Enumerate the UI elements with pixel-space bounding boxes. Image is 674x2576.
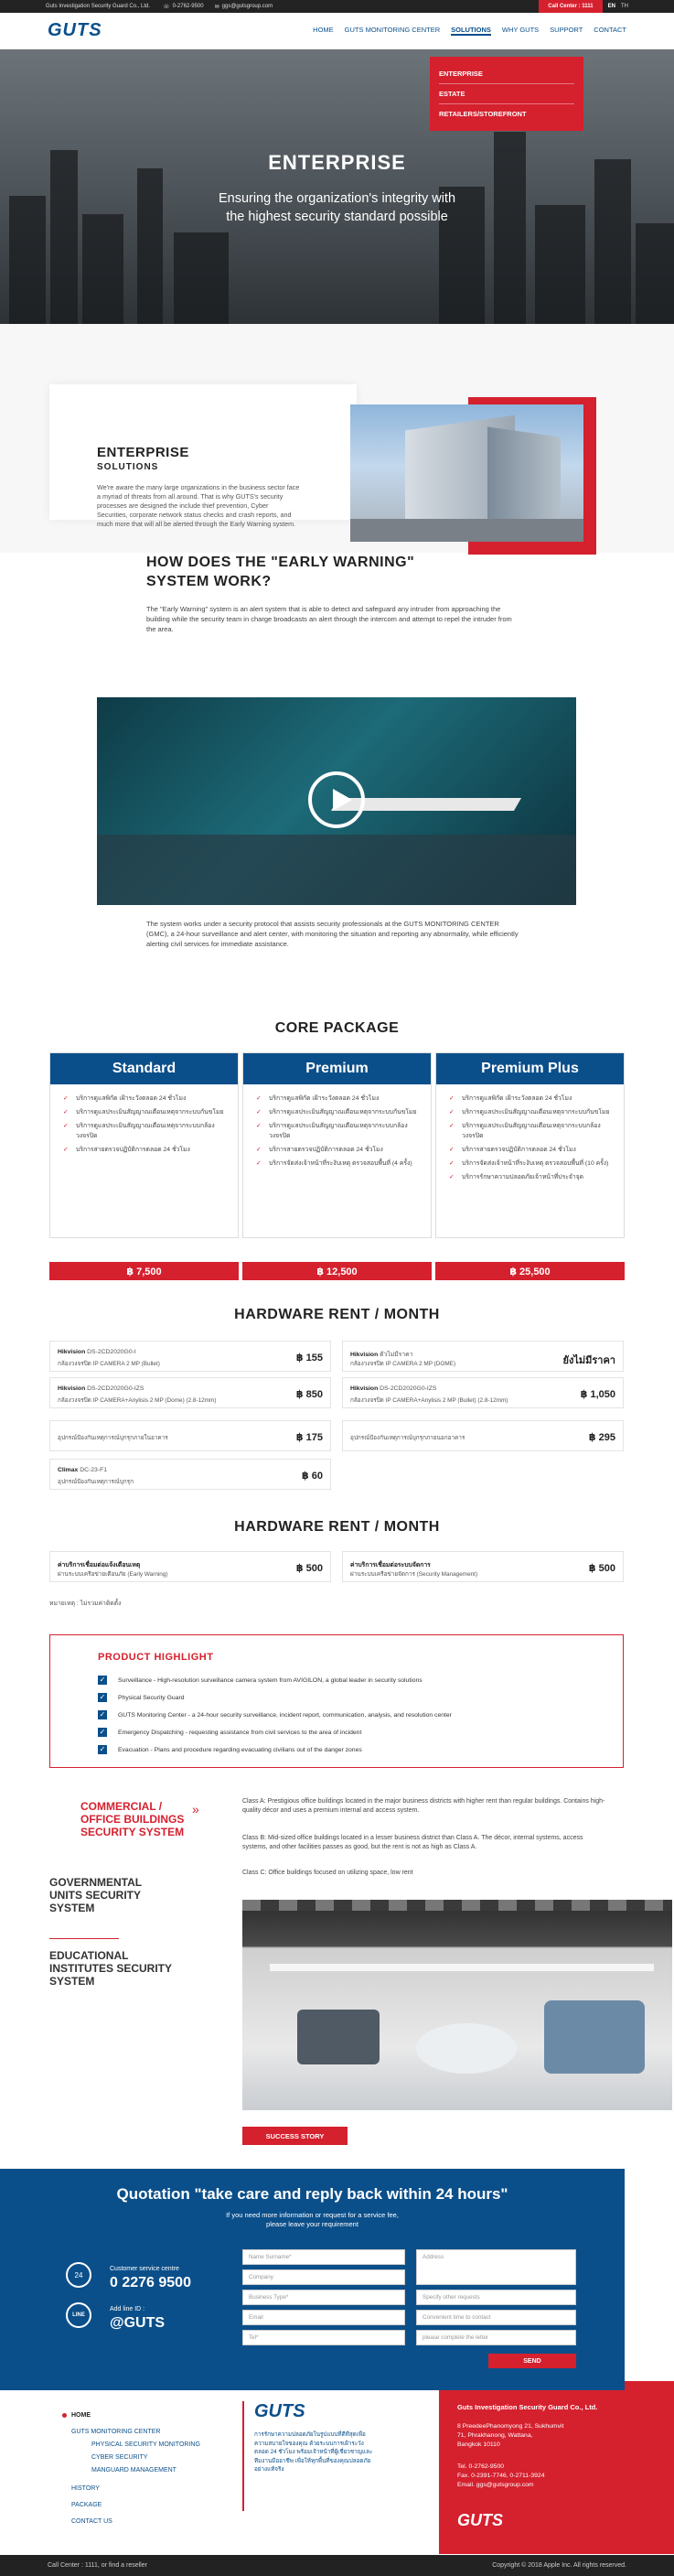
hardware-row: Climax DC-23-F1 อุปกรณ์ป้องกันเหตุการณ์บุกรุก ฿ 60 [49, 1459, 331, 1490]
other-requests-field[interactable]: Specify other requests [416, 2290, 576, 2305]
hardware-note: หมายเหตุ : ไม่รวมค่าติดตั้ง [49, 1601, 122, 1607]
enterprise-body: We're aware the many large organizations in the business sector face a myriad of threats from all around. That is why GUTS's security processes are designed the include thief prevention, Cyber Securities, corporate network status checks and crash reports, and much more that will all be alerted through the Early Warning system. [97, 483, 300, 528]
line-id[interactable]: @GUTS [110, 2315, 166, 2331]
footer-link-manguard[interactable]: MANGUARD MANAGEMENT [91, 2467, 177, 2474]
product-highlight [49, 1634, 624, 1768]
footer-link-history[interactable]: HISTORY [71, 2485, 100, 2492]
service-row: ค่าบริการเชื่อมต่อระบบจัดการ ผ่านระบบเครือข่ายจัดการ (Security Management) ฿ 500 [342, 1551, 624, 1582]
check-icon: ✓ [99, 1693, 106, 1701]
logo[interactable]: GUTS [48, 20, 102, 40]
footer-link-physical[interactable]: PHYSICAL SECURITY MONITORING [91, 2441, 200, 2448]
building-photo [350, 404, 583, 542]
package-item: ✓ บริการดูแลประเมินสัญญาณเตือนเหตุจากระบบกันขโมย [269, 1107, 418, 1117]
class-c: Class C: Office buildings focused on utilizing space, low rent [242, 1870, 413, 1876]
highlight-item: ✓ Emergency Dispatching - requesting assistance from civil services to the area of incident [99, 1728, 362, 1736]
enterprise-section [0, 324, 674, 553]
footer-contact-info: Tel. 0-2762-9500 Fax. 0-2391-7746, 0-2711-3924 Email. ggs@gutsgroup.com [457, 2463, 545, 2488]
video-player[interactable] [97, 697, 576, 905]
package-item: ✓ บริการดูแลประเมินสัญญาณเตือนเหตุจากระบบกันขโมย [76, 1107, 225, 1117]
footer-logo[interactable]: GUTS [254, 2401, 305, 2421]
footer [0, 2390, 674, 2555]
early-warning-outro: The system works under a security protocol that assists security professionals at the GUTS MONITORING CENTER (GMC), a 24-hour surveillance and alert center, with monitoring the situation and reporting any abnormality, while efficiently alerting civil services for immediate assistance. [146, 920, 519, 948]
package-item: ✓ บริการดูแลประเมินสัญญาณเตือนเหตุจากระบบกล้องวงจรปิด [269, 1121, 418, 1141]
package-name: Standard [50, 1053, 238, 1084]
name-field[interactable]: Name Surname* [242, 2249, 405, 2265]
email-field[interactable]: Email [242, 2310, 405, 2325]
check-icon: ✓ [99, 1710, 106, 1719]
address-field[interactable]: Address [416, 2249, 576, 2285]
hardware-row: Hikvision DS-2CD2020G0-IZS กล้องวงจรปิด IP CAMERA+Anylisis 2 MP (Dome) (2.8-12mm) ฿ 850 [49, 1377, 331, 1408]
package-item: ✓ บริการสายตรวจปฏิบัติการตลอด 24 ชั่วโมง [76, 1145, 225, 1155]
package-item: ✓ บริการดูแลประเมินสัญญาณเตือนเหตุจากระบบกันขโมย [462, 1107, 611, 1117]
nav-support[interactable]: SUPPORT [550, 26, 583, 34]
check-icon: ✓ [99, 1745, 106, 1753]
footer-link-contact[interactable]: CONTACT US [71, 2518, 112, 2525]
phone-icon: ☏ [163, 4, 170, 10]
business-type-field[interactable]: Business Type* [242, 2290, 405, 2305]
footer-address: 8 PreedeePhanomyong 21, Sukhumvit 71, Phrakhanong, Wattana, Bangkok 10110 [457, 2423, 564, 2448]
package-item: ✓ บริการดูแลพิกัด เฝ้าระวังตลอด 24 ชั่วโมง [76, 1094, 225, 1104]
nav-solutions[interactable]: SOLUTIONS [451, 26, 491, 34]
class-b: Class B: Mid-sized office buildings located in a lesser business district than Class A. The décor, internal systems, access systems, and other facilities passes as good, but the rent is not as high as Class A. [242, 1835, 583, 1850]
footer-link-package[interactable]: PACKAGE [71, 2502, 102, 2508]
highlight-item: ✓ Physical Security Guard [99, 1693, 185, 1701]
price-premium[interactable]: ฿ 12,500 [242, 1262, 432, 1280]
category-governmental[interactable]: GOVERNMENTAL UNITS SECURITY SYSTEM [49, 1876, 143, 1914]
call-center-badge[interactable]: Call Center : 1111 [539, 0, 602, 13]
letter-field[interactable]: please complete the letter [416, 2330, 576, 2345]
send-button[interactable]: SEND [488, 2354, 576, 2368]
play-icon[interactable] [308, 771, 365, 828]
footer-link-cyber[interactable]: CYBER SECURITY [91, 2454, 148, 2461]
package-premium-plus [435, 1052, 625, 1238]
quotation-subtitle: If you need more information or request for a service fee, please leave your requirement [226, 2211, 399, 2228]
quotation-title: Quotation "take care and reply back within 24 hours" [116, 2185, 508, 2203]
price-standard[interactable]: ฿ 7,500 [49, 1262, 239, 1280]
early-warning-intro: The "Early Warning" system is an alert system that is able to detect and safeguard any intruder from approaching the building while the security team in charge broadcasts an alert through the intercom and attempt to repel the intruder from the area. [146, 605, 512, 633]
divider [49, 1938, 119, 1939]
hardware-row: Hikvision DS-2CD2020G0-IZS กล้องวงจรปิด IP CAMERA+Anylisis 2 MP (Bullet) (2.8-12mm) ฿ 1,050 [342, 1377, 624, 1408]
package-name: Premium Plus [436, 1053, 624, 1084]
footer-divider [242, 2401, 244, 2511]
category-educational[interactable]: EDUCATIONAL INSTITUTES SECURITY SYSTEM [49, 1949, 173, 1988]
package-item: ✓ บริการสายตรวจปฏิบัติการตลอด 24 ชั่วโมง [462, 1145, 611, 1155]
package-item: ✓ บริการดูแลประเมินสัญญาณเตือนเหตุจากระบบกล้องวงจรปิด [76, 1121, 225, 1141]
lang-th[interactable]: TH [621, 4, 628, 9]
package-item: ✓ บริการดูแลประเมินสัญญาณเตือนเหตุจากระบบกล้องวงจรปิด [462, 1121, 611, 1141]
highlight-title: PRODUCT HIGHLIGHT [98, 1652, 214, 1663]
cc-number[interactable]: 0 2276 9500 [110, 2275, 191, 2290]
core-package-title: CORE PACKAGE [274, 1020, 400, 1036]
cc-label: Customer service centre [110, 2266, 179, 2272]
dropdown-retailers[interactable]: RETAILERS/STOREFRONT [439, 110, 527, 118]
hero-subtitle: Ensuring the organization's integrity with the highest security standard possible [218, 191, 456, 224]
headset-icon: 24 [66, 2262, 91, 2288]
package-item: ✓ บริการรักษาความปลอดภัยเจ้าหน้าที่ประจำจุด [462, 1172, 611, 1182]
hero-title: ENTERPRISE [268, 151, 406, 174]
footer-company: Guts Investigation Security Guard Co., Ltd. [457, 2403, 598, 2411]
nav-monitoring[interactable]: GUTS MONITORING CENTER [344, 26, 441, 34]
package-name: Premium [243, 1053, 431, 1084]
company-field[interactable]: Company [242, 2269, 405, 2285]
highlight-item: ✓ Evacuation - Plans and procedure regarding evacuating civilians out of the danger zones [99, 1745, 362, 1753]
mail-icon: ✉ [214, 4, 219, 10]
solutions-dropdown [430, 57, 583, 131]
footer-about: การรักษาความปลอดภัยในรูปแบบที่ดีที่สุดเพื่อความสบายใจของคุณ ด้วยระบบการเฝ้าระวังตลอด 24 ชั่วโมง พร้อมเจ้าหน้าที่ผู้เชี่ยวชาญและทีมงานมืออาชีพ เพื่อให้ทุกพื้นที่ของคุณปลอดภัยอย่างแท้จริง [254, 2431, 373, 2473]
tel-field[interactable]: Tel* [242, 2330, 405, 2345]
hardware-row: Hikvision ตัวไม่มีราคา กล้องวงจรปิด IP CAMERA 2 MP (DOME) ยังไม่มีราคา [342, 1341, 624, 1372]
early-warning-section [0, 553, 674, 965]
enterprise-title: ENTERPRISE [97, 445, 189, 460]
hardware-row: Hikvision DS-2CD2020G0-I กล้องวงจรปิด IP CAMERA 2 MP (Bullet) ฿ 155 [49, 1341, 331, 1372]
footer-logo-white: GUTS [457, 2511, 504, 2529]
copyright: Copyright © 2018 Apple Inc. All rights reserved. [492, 2562, 626, 2569]
chevron-right-icon: » [192, 1802, 199, 1816]
contact-time-field[interactable]: Convenient time to contact [416, 2310, 576, 2325]
package-item: ✓ บริการจัดส่งเจ้าหน้าที่ระงับเหตุ ตรวจสอบพื้นที่ (10 ครั้ง) [462, 1159, 611, 1169]
hardware-title: HARDWARE RENT / MONTH [234, 1307, 440, 1322]
hardware2-title: HARDWARE RENT / MONTH [234, 1519, 440, 1535]
main-nav [0, 13, 674, 49]
package-item: ✓ บริการดูแลพิกัด เฝ้าระวังตลอด 24 ชั่วโมง [462, 1094, 611, 1104]
dropdown-enterprise[interactable]: ENTERPRISE [439, 64, 574, 84]
service-row: ค่าบริการเชื่อมต่อแจ้งเตือนเหตุ ผ่านระบบเครือข่ายเตือนภัย (Early Warning) ฿ 500 [49, 1551, 331, 1582]
topbar-email[interactable]: ggs@gutsgroup.com [221, 4, 273, 9]
hardware-row: อุปกรณ์ป้องกันเหตุการณ์บุกรุกภายนอกอาคาร ฿ 295 [342, 1420, 624, 1451]
check-icon: ✓ [99, 1676, 106, 1684]
package-item: ✓ บริการดูแลพิกัด เฝ้าระวังตลอด 24 ชั่วโมง [269, 1094, 418, 1104]
price-premium-plus[interactable]: ฿ 25,500 [435, 1262, 625, 1280]
company-name: Guts Investigation Security Guard Co., Ltd. [46, 4, 151, 9]
bottom-bar [0, 2555, 674, 2576]
hardware-row: อุปกรณ์ป้องกันเหตุการณ์บุกรุกภายในอาคาร ฿ 175 [49, 1420, 331, 1451]
top-bar [0, 0, 674, 13]
office-photo [242, 1900, 672, 2110]
highlight-item: ✓ Surveillance - High-resolution surveillance camera system from AVIGILON, a global leader in security solutions [99, 1676, 423, 1684]
topbar-phone[interactable]: 0-2762-9500 [172, 4, 204, 9]
class-a: Class A: Prestigious office buildings located in the major business districts with higher rent than regular buildings. Contains high-quality décor and uses a premium internal and access system. [242, 1798, 605, 1814]
check-icon: ✓ [99, 1728, 106, 1736]
nav-menu [313, 26, 626, 36]
lang-en[interactable]: EN [607, 4, 615, 9]
line-icon: LINE [66, 2302, 91, 2328]
quotation-section [0, 2169, 625, 2390]
nav-home[interactable]: HOME [313, 26, 334, 34]
package-premium [242, 1052, 432, 1238]
footer-link-home[interactable]: HOME [71, 2412, 91, 2419]
dropdown-estate[interactable]: ESTATE [439, 84, 574, 104]
bullet-icon [62, 2413, 67, 2418]
category-commercial[interactable]: COMMERCIAL / OFFICE BUILDINGS SECURITY SYSTEM [80, 1800, 185, 1838]
footer-link-monitoring[interactable]: GUTS MONITORING CENTER [71, 2429, 161, 2435]
bottom-left-text: Call Center : 1111, or find a reseller [48, 2562, 147, 2569]
enterprise-subtitle: SOLUTIONS [97, 462, 159, 472]
package-item: ✓ บริการจัดส่งเจ้าหน้าที่ระงับเหตุ ตรวจสอบพื้นที่ (4 ครั้ง) [269, 1159, 418, 1169]
nav-why-guts[interactable]: WHY GUTS [501, 26, 540, 34]
package-item: ✓ บริการสายตรวจปฏิบัติการตลอด 24 ชั่วโมง [269, 1145, 418, 1155]
package-standard [49, 1052, 239, 1238]
success-story-button[interactable]: SUCCESS STORY [242, 2127, 348, 2145]
line-label: Add line ID : [110, 2306, 145, 2312]
nav-contact[interactable]: CONTACT [594, 26, 626, 34]
early-warning-title: HOW DOES THE "EARLY WARNING" SYSTEM WORK? [146, 555, 415, 589]
footer-company-panel [439, 2390, 674, 2554]
highlight-item: ✓ GUTS Monitoring Center - a 24-hour security surveillance, incident report, communication, analysis, and resolution center [99, 1710, 452, 1719]
